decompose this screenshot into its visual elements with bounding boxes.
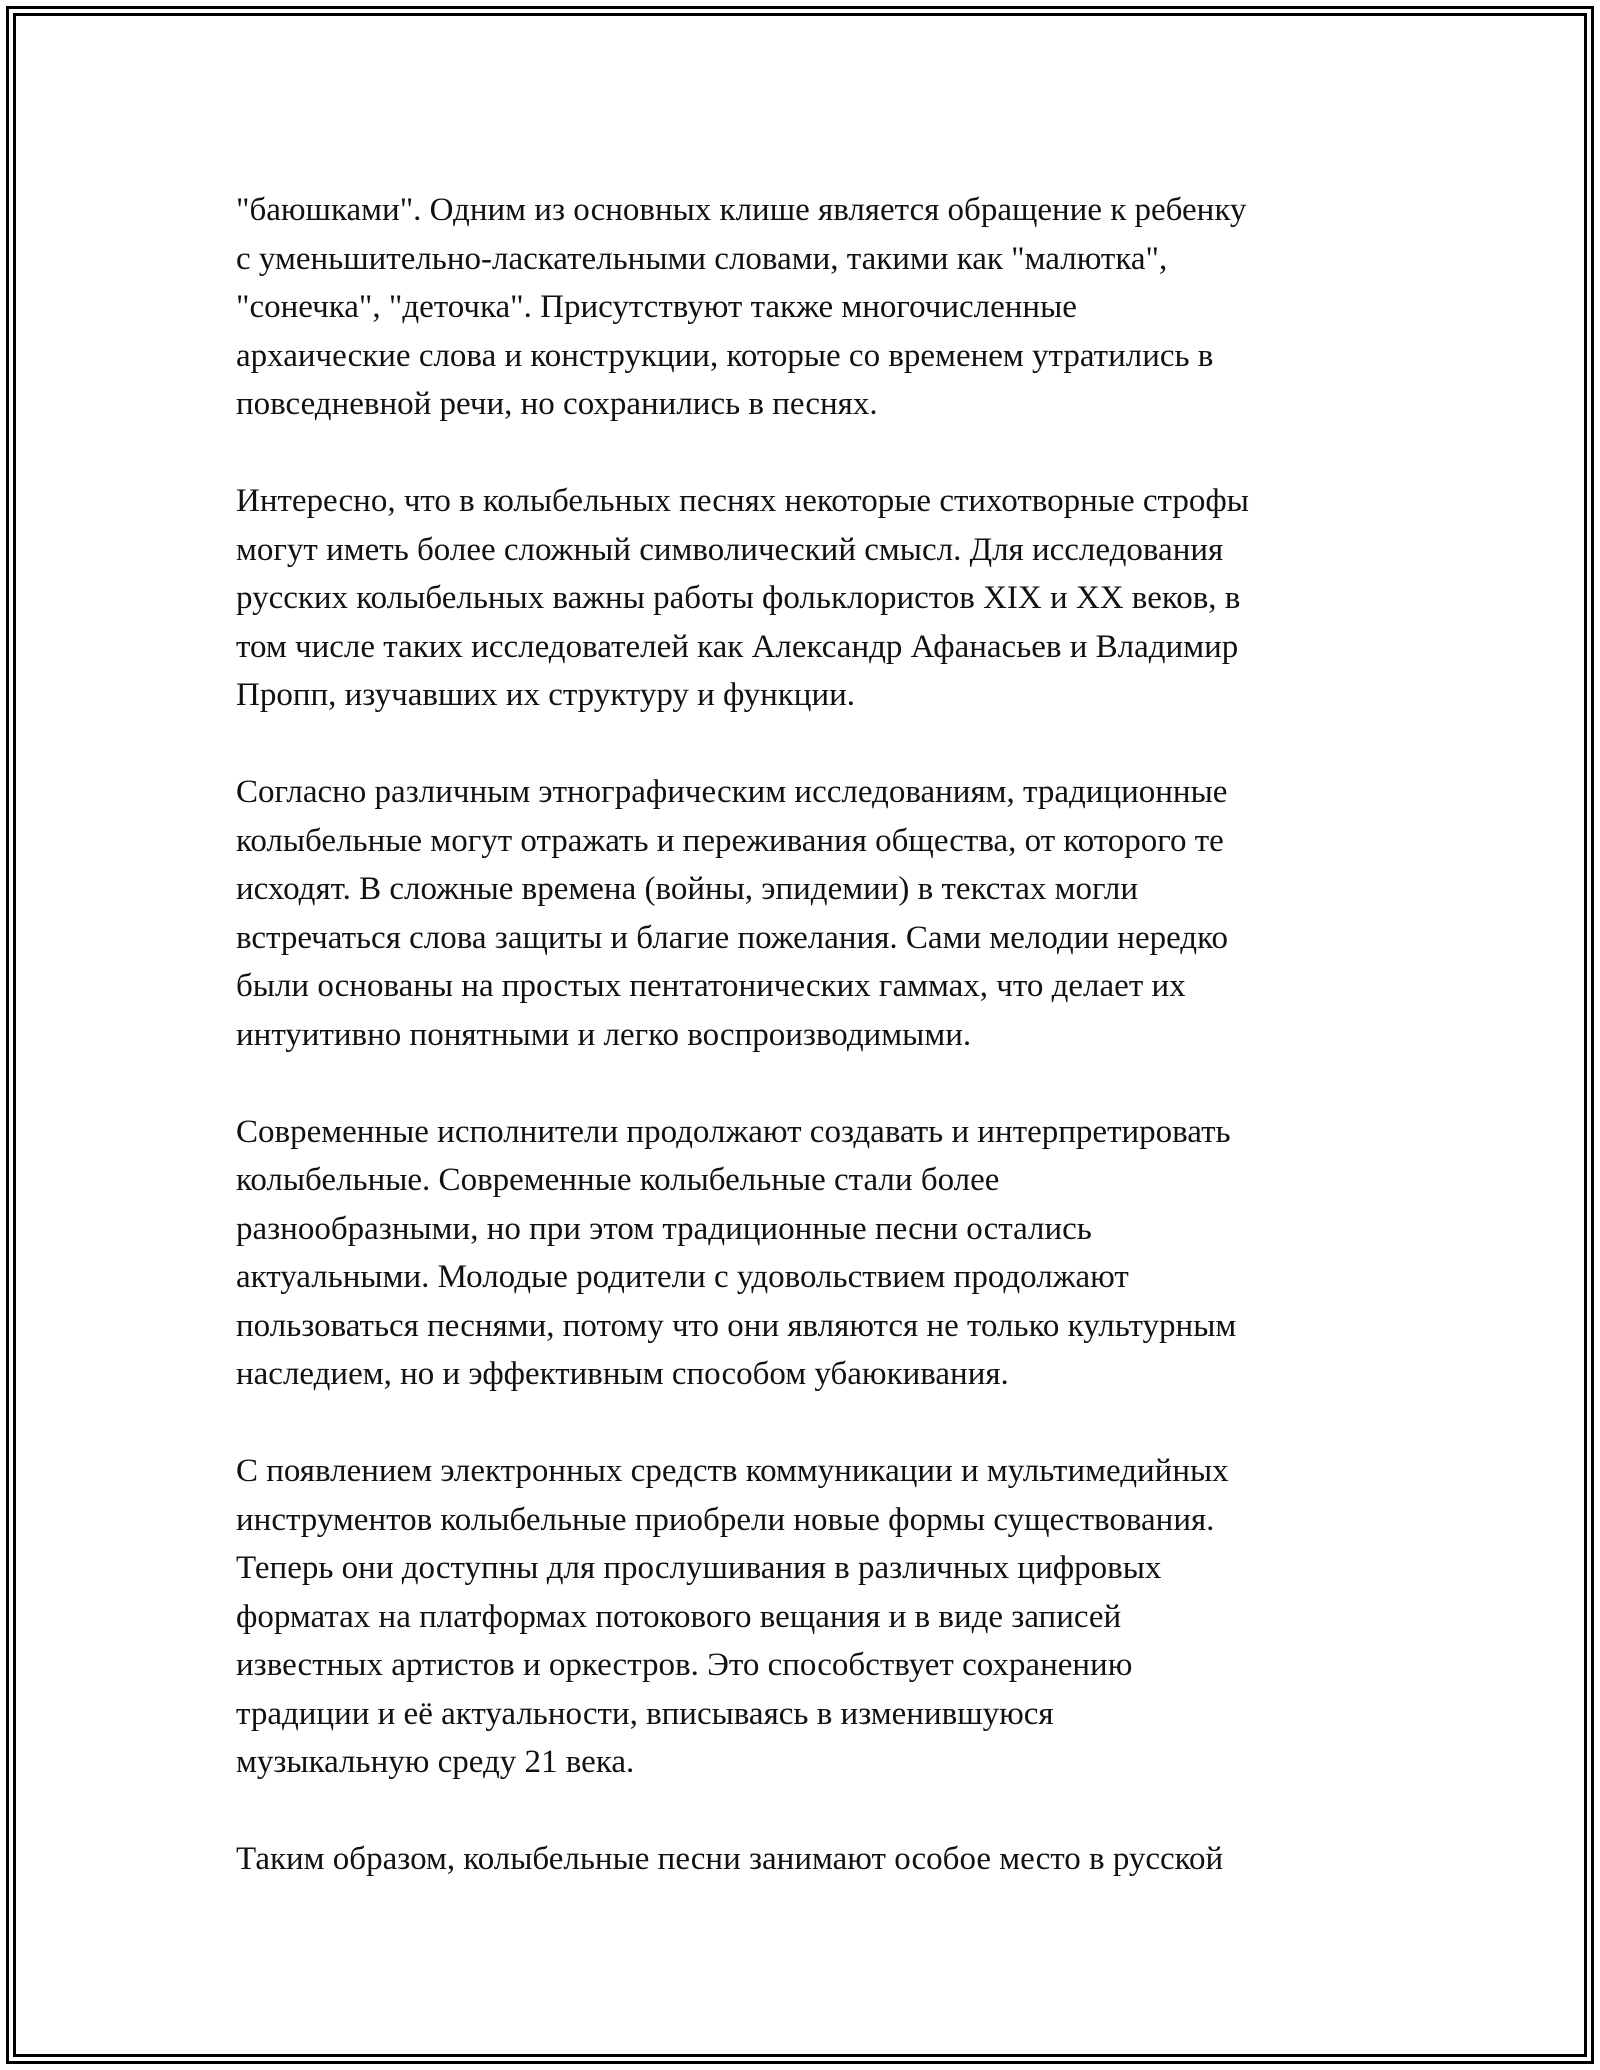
paragraph-conclusion: Таким образом, колыбельные песни занимают особое место в русской bbox=[236, 1841, 1224, 1877]
document-body bbox=[236, 186, 1396, 1884]
paragraph-lullaby-cliches: "баюшками". Одним из основных клише является обращение к ребенку с уменьшительно-ласкательными словами, такими как "малютка", "сонечка", "деточка". Присутствуют также многочисленные архаические слова и конструкции, которые со временем утратились в повседневной речи, но сохранились в песнях. bbox=[236, 192, 1247, 422]
paragraph-symbolic-meaning: Интересно, что в колыбельных песнях некоторые стихотворные строфы могут иметь более сложный символический смысл. Для исследования русских колыбельных важны работы фольклористов XIX и XX веков, в том числе таких исследователей как Александр Афанасьев и Владимир Пропп, изучавших их структуру и функции. bbox=[236, 483, 1249, 713]
paragraph-digital-media: С появлением электронных средств коммуникации и мультимедийных инструментов колыбельные приобрели новые формы существования. Теперь они доступны для прослушивания в различных цифровых форматах на платформах потокового вещания и в виде записей известных артистов и оркестров. Это способствует сохранению традиции и её актуальности, вписываясь в изменившуюся музыкальную среду 21 века. bbox=[236, 1453, 1229, 1780]
paragraph-ethnographic-studies: Согласно различным этнографическим исследованиям, традиционные колыбельные могут отражать и переживания общества, от которого те исходят. В сложные времена (войны, эпидемии) в текстах могли встречаться слова защиты и благие пожелания. Сами мелодии нередко были основаны на простых пентатонических гаммах, что делает их интуитивно понятными и легко воспроизводимыми. bbox=[236, 774, 1228, 1053]
paragraph-modern-performers: Современные исполнители продолжают создавать и интерпретировать колыбельные. Современные колыбельные стали более разнообразными, но при этом традиционные песни остались актуальными. Молодые родители с удовольствием продолжают пользоваться песнями, потому что они являются не только культурным наследием, но и эффективным способом убаюкивания. bbox=[236, 1113, 1237, 1392]
